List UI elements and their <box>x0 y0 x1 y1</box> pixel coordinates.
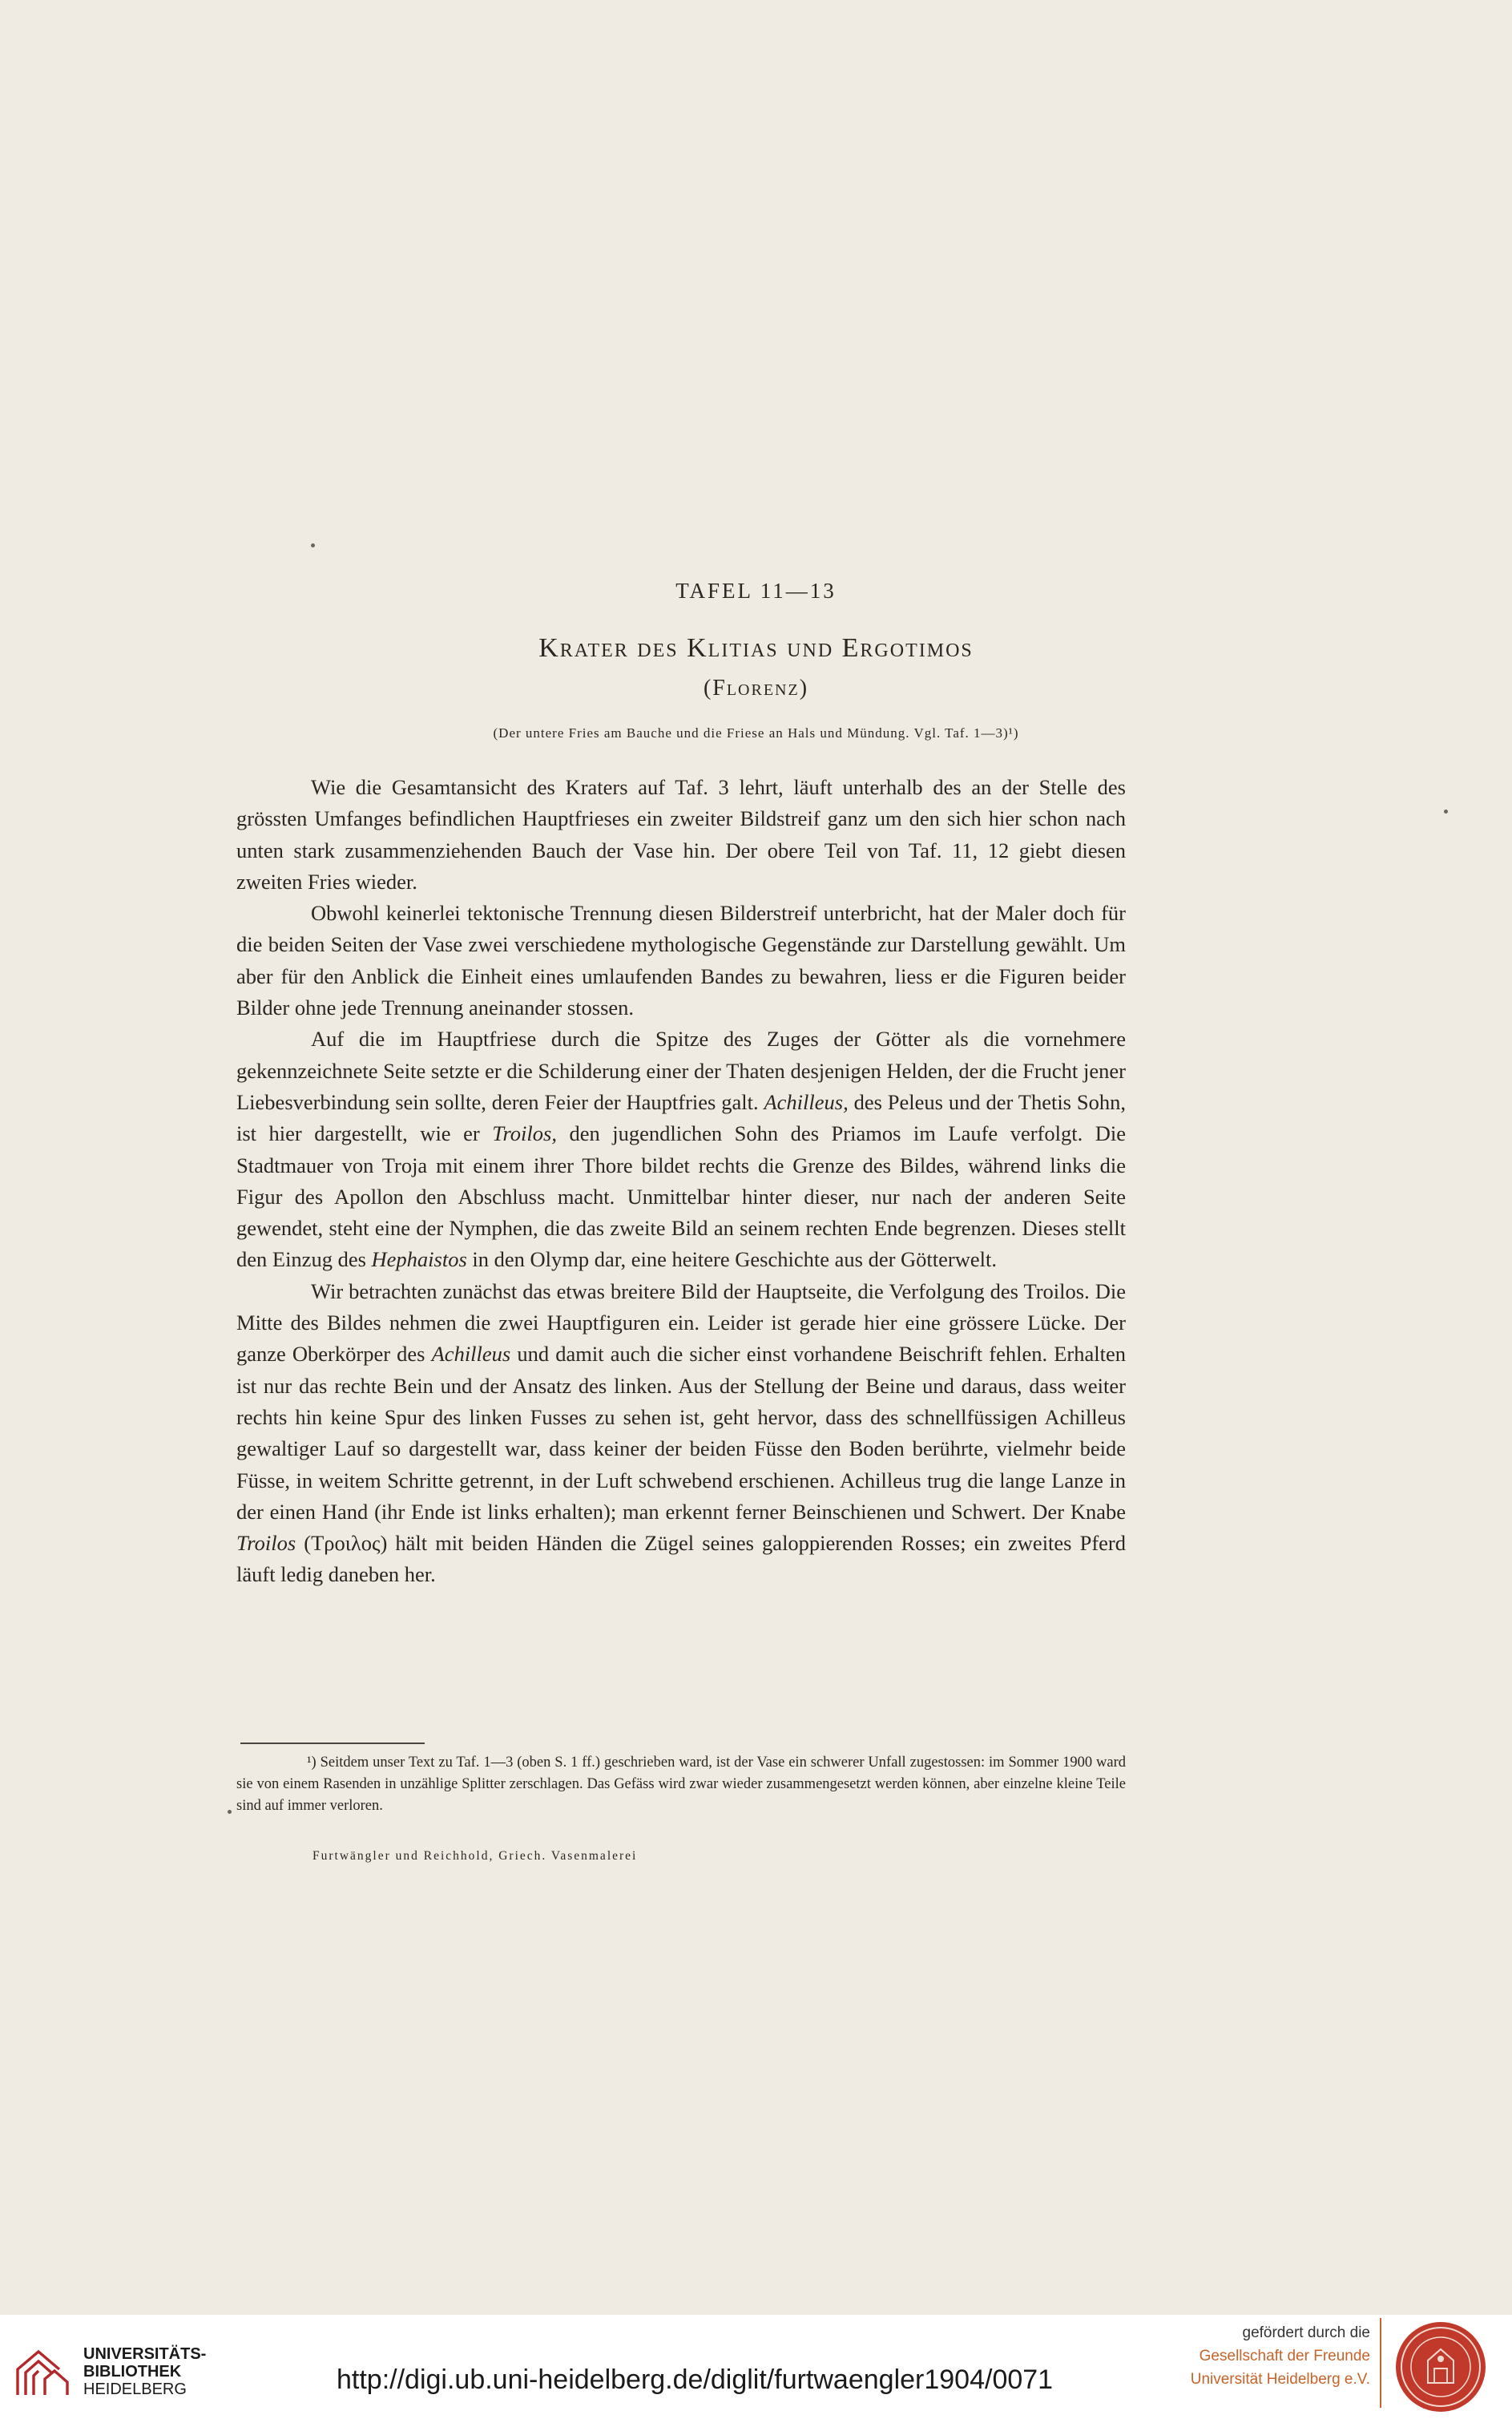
sponsor-org-line1: Gesellschaft der Freunde <box>1199 2348 1370 2364</box>
italic-name: Achilleus, <box>764 1089 849 1114</box>
footnote-divider <box>240 1743 425 1744</box>
speck <box>1444 810 1448 814</box>
speck <box>311 543 315 547</box>
library-logo-icon[interactable] <box>14 2348 75 2398</box>
italic-name: Hephaistos <box>371 1247 467 1272</box>
source-url-link[interactable]: http://digi.ub.uni-heidelberg.de/diglit/furtwaengler1904/0071 <box>337 2364 1054 2395</box>
text-run: des Peleus und der Thetis Sohn, ist hier dargestellt, wie er <box>236 1089 1126 1146</box>
italic-name: Troilos <box>236 1531 296 1556</box>
text-run: und damit auch die sicher einst vorhandene Beischrift fehlen. Erhalten ist nur das rechte Bein und der Ansatz des linken. Aus der Stellung der Beine und daraus, dass weiter rechts hin keine Spur des linken Fusses zu sehen ist, geht hervor, dass des schnellfüssigen Achilleus gewaltiger Lauf so dargestellt war, dass keiner der beiden Füsse den Boden berührte, vielmehr beide Füsse, in weitem Schritte getrennt, in der Luft schwebend erschienen. Achilleus trug die lange Lanze in der einen Hand (ihr Ende ist links erhalten); man erkennt ferner Beinschienen und Schwert. Der Knabe <box>236 1342 1127 1524</box>
sponsor-label: gefördert durch die <box>1242 2324 1370 2341</box>
footer-bar <box>0 2315 1512 2423</box>
sponsor-credit[interactable] <box>1130 2321 1370 2391</box>
subtitle-note: (Der untere Fries am Bauche und die Friese an Hals und Mündung. Vgl. Taf. 1—3)¹) <box>493 725 1019 741</box>
sponsor-org-line2: Universität Heidelberg e.V. <box>1190 2371 1370 2388</box>
signature-line: Furtwängler und Reichhold, Griech. Vasenmalerei <box>312 1849 638 1863</box>
page-subtitle: (Florenz) <box>703 676 809 701</box>
text-run: Wie die Gesamtansicht des Kraters auf Taf. 3 lehrt, läuft unterhalb des an der Stelle des grössten Umfanges befindlichen Hauptfrieses ein zweiter Bildstreif ganz um den sich hier schon nach unten stark zusammenziehenden Bauch der Vase hin. Der obere Teil von Taf. 11, 12 giebt diesen zweiten Fries wieder. <box>236 775 1126 894</box>
italic-name: Troilos, <box>492 1121 557 1146</box>
paragraph <box>236 772 1126 898</box>
text-run: Obwohl keinerlei tektonische Trennung diesen Bilderstreif unterbricht, hat der Maler doch für die beiden Seiten der Vase zwei verschiedene mythologische Gegenstände zur Darstellung gewählt. Um aber für den Anblick die Einheit eines umlaufenden Bandes zu bewahren, liess er die Figuren beider Bilder ohne jede Trennung aneinander stossen. <box>236 901 1126 1020</box>
show-through-text <box>489 345 1154 363</box>
library-name[interactable]: UNIVERSITÄTS- BIBLIOTHEK HEIDELBERG <box>83 2345 207 2398</box>
paragraph <box>236 1024 1126 1275</box>
footer-divider <box>1380 2318 1381 2408</box>
body-text <box>236 772 1126 1591</box>
text-run: Auf die im Hauptfriese durch die Spitze des Zuges der Götter als die vornehmere gekennzeichnete Seite setzte er die Schilderung einer der Thaten desjenigen Helden, der die Frucht jener Liebesverbindung sein sollte, deren Feier der Hauptfries galt. <box>236 1027 1126 1114</box>
speck <box>228 1810 232 1814</box>
text-run: den jugendlichen Sohn des Priamos im Laufe verfolgt. Die Stadtmauer von Troja mit einem ihrer Thore bildet rechts die Grenze des Bildes, während links die Figur des Apollon den Abschluss macht. Unmittelbar hinter dieser, nur nach der anderen Seite gewendet, steht eine der Nymphen, die das zweite Bild an seinem rechten Ende begrenzen. Dieses stellt den Einzug des <box>236 1121 1126 1272</box>
footnote: ¹) Seitdem unser Text zu Taf. 1—3 (oben S. 1 ff.) geschrieben ward, ist der Vase ein schwerer Unfall zugestossen: im Sommer 1900 ward sie von einem Rasenden in unzählige Splitter zerschlagen. Das Gefäss wird zwar wieder zusammengesetzt werden können, aber einzelne kleine Teile sind auf immer verloren. <box>236 1755 1126 1814</box>
paragraph <box>236 898 1126 1024</box>
text-run: in den Olymp dar, eine heitere Geschichte aus der Götterwelt. <box>466 1247 997 1272</box>
university-seal-icon[interactable] <box>1393 2319 1489 2415</box>
plate-label: TAFEL 11—13 <box>675 579 837 603</box>
text-run: (Τροιλος) hält mit beiden Händen die Zügel seines galoppierenden Rosses; ein zweites Pferd läuft ledig daneben her. <box>236 1531 1126 1587</box>
text-run: Wir betrachten zunächst das etwas breitere Bild der Hauptseite, die Verfolgung des Troilos. Die Mitte des Bildes nehmen die zwei Hauptfiguren ein. Leider ist gerade hier eine grössere Lücke. Der ganze Oberkörper des <box>236 1278 1126 1367</box>
page-title: Krater des Klitias und Ergotimos <box>538 633 974 663</box>
paragraph <box>236 1276 1126 1591</box>
italic-name: Achilleus <box>431 1342 511 1367</box>
